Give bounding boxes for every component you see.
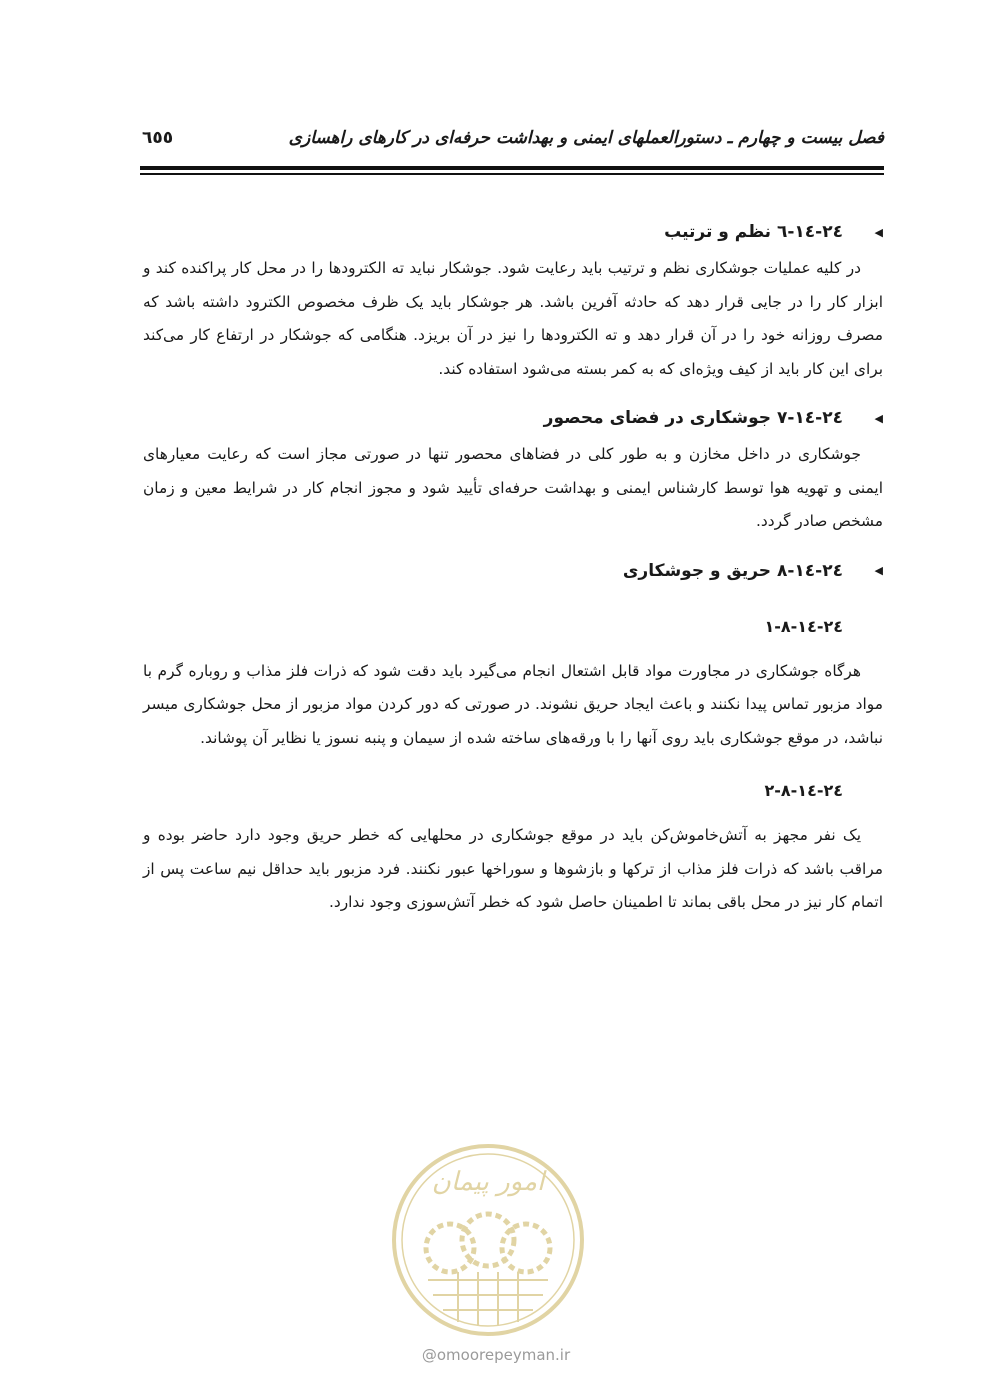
subsection-paragraph: هرگاه جوشکاری در مجاورت مواد قابل اشتعال انجام می‌گیرد باید دقت شود که ذرات فلز مذاب و روباره گرم با مواد مزبور تماس پیدا نکنند و باعث ایجاد حریق نشوند. در صورتی که دور کردن مواد مزبور از محل جوشکاری میسر نباشد، در موقع جوشکاری باید روی آنها را با ورقه‌های ساخته شده از سیمان و پنبه نسوز یا نظایر آن پوشاند.: [143, 661, 883, 747]
page-content: [143, 212, 883, 920]
watermark-site-text: @omoorepeyman.ir: [421, 1346, 571, 1364]
watermark-logo: [388, 1140, 588, 1340]
running-header-title: فصل بیست و چهارم ـ دستورالعملهای ایمنی و بهداشت حرفه‌ای در کارهای راهسازی: [288, 128, 884, 148]
header-rule-thick: [140, 166, 884, 170]
section-fire-and-welding: [143, 551, 883, 920]
triangle-bullet-icon: ◀: [874, 411, 883, 425]
svg-text:امور پیمان: امور پیمان: [431, 1167, 545, 1197]
section-paragraph: جوشکاری در داخل مخازن و به طور کلی در فضاهای محصور تنها در صورتی مجاز است که رعایت معیارهای ایمنی و تهویه هوا توسط کارشناس ایمنی و بهداشت حرفه‌ای تأیید شود و مجوز انجام کار در شرایط معین و زمان مشخص صادر گردد.: [143, 445, 883, 530]
section-confined-space-welding: [143, 398, 883, 539]
page-header: [140, 128, 884, 158]
page-number: ٦٥٥: [142, 128, 174, 148]
subsection-number: ٢٤-١٤-٨-١: [764, 616, 843, 636]
triangle-bullet-icon: ◀: [874, 225, 883, 239]
header-rule-thin: [140, 173, 884, 175]
section-heading: [143, 398, 883, 438]
section-heading-text: ٢٤-١٤-٧ جوشکاری در فضای محصور: [543, 408, 843, 428]
section-heading-text: ٢٤-١٤-٨ حریق و جوشکاری: [622, 560, 843, 581]
section-paragraph: در کلیه عملیات جوشکاری نظم و ترتیب باید رعایت شود. جوشکار نباید ته الکترودها را در محل کار پراکنده کند و ابزار کار را در جایی قرار دهد که حادثه آفرین باشد. هر جوشکار باید یک ظرف مخصوص الکترود داشته باشد که مصرف روزانه خود را در آن قرار دهد و ته الکترودها را نیز در آن بریزد. هنگامی که جوشکار در ارتفاع کار می‌کند برای این کار باید از کیف ویژه‌ای که به کمر بسته می‌شود استفاده کند.: [143, 259, 883, 378]
subsection-paragraph: یک نفر مجهز به آتش‌خاموش‌کن باید در موقع جوشکاری در محلهایی که خطر حریق وجود دارد حاضر بوده و مراقب باشد که ذرات فلز مذاب از ترکها و بازشوها و سوراخها عبور نکنند. فرد مزبور باید حداقل نیم ساعت پس از اتمام کار نیز در محل باقی بماند تا اطمینان حاصل شود که خطر آتش‌سوزی وجود ندارد.: [143, 826, 883, 911]
section-heading: [143, 551, 883, 591]
subsection-number: ٢٤-١٤-٨-٢: [764, 781, 843, 800]
section-heading-text: ٢٤-١٤-٦ نظم و ترتیب: [664, 222, 843, 242]
section-order-and-arrangement: [143, 212, 883, 386]
section-heading: [143, 212, 883, 252]
triangle-bullet-icon: ◀: [874, 564, 883, 577]
